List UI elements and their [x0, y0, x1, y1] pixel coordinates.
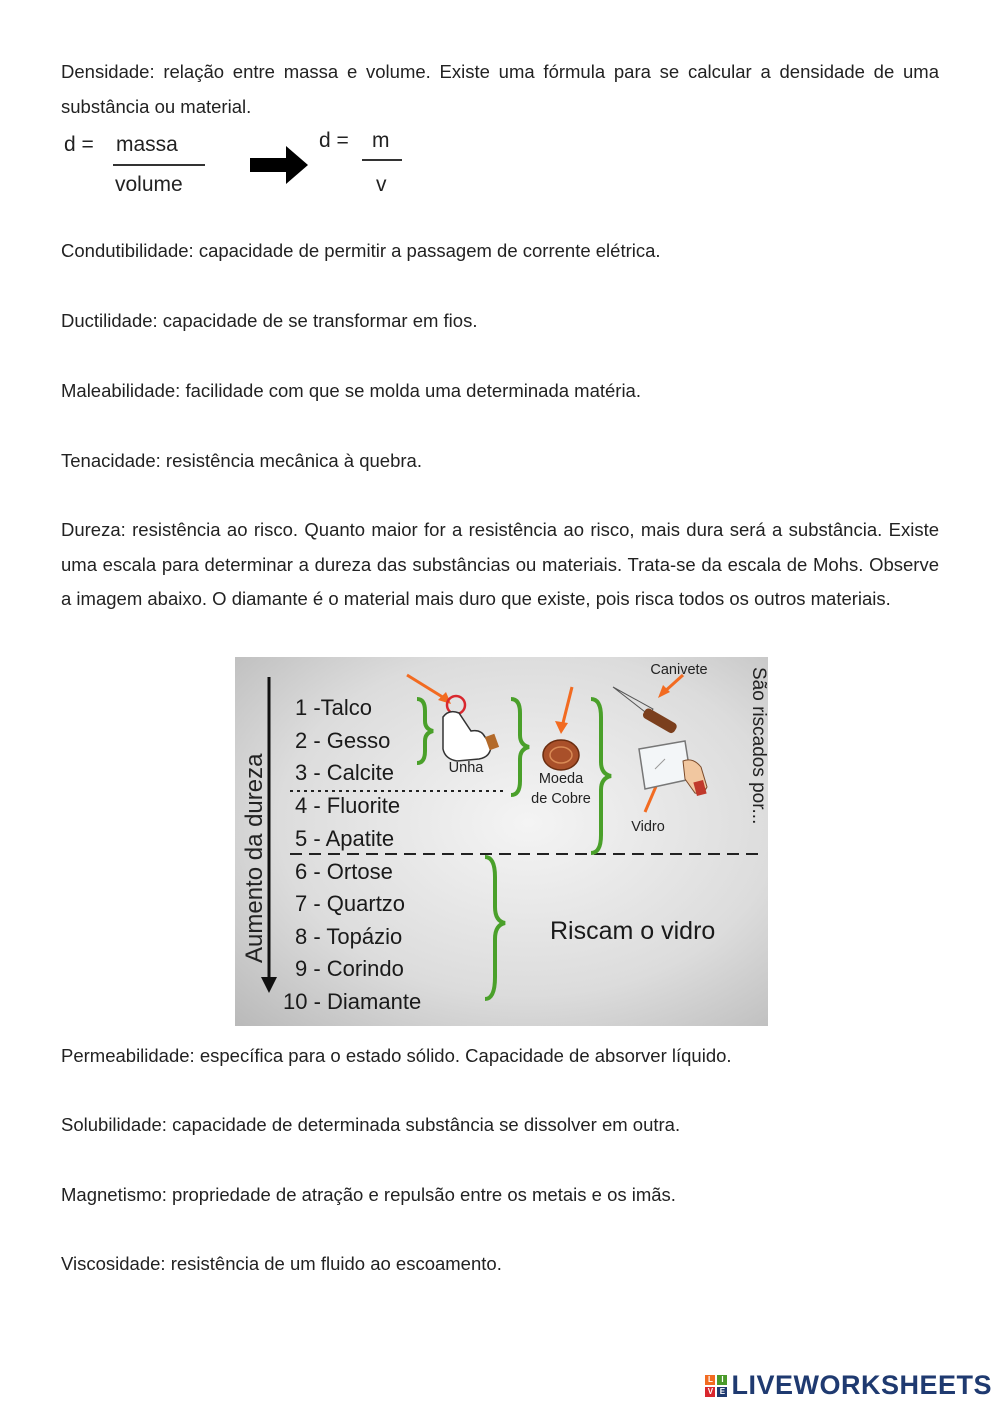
liveworksheets-logo	[705, 1370, 992, 1401]
brace-moeda	[511, 699, 529, 795]
formula-right-denominator: v	[376, 173, 387, 196]
mineral-5-apatite: 5 - Apatite	[295, 826, 395, 851]
logo-letter-e: E	[717, 1387, 727, 1397]
dureza-paragraph: Dureza: resistência ao risco. Quanto maior for a resistência ao risco, mais dura será a substância. Existe uma escala para determinar a dureza das substâncias ou materiais. Trata-se da escala de Mohs. Observe a imagem abaixo. O diamante é o material mais duro que existe, pois risca todos os outros materiais.	[61, 519, 939, 609]
formula-right-numerator: m	[372, 129, 390, 152]
mineral-3-calcite: 3 - Calcite	[295, 760, 395, 785]
hardness-axis-arrowhead	[261, 977, 277, 993]
logo-letter-l: L	[705, 1375, 715, 1385]
label-unha: Unha	[448, 760, 484, 776]
logo-text: LIVEWORKSHEETS	[731, 1370, 992, 1400]
copper-coin-icon	[543, 740, 579, 770]
mohs-scale-figure	[235, 657, 768, 1026]
axis-label-aumento-dureza: Aumento da dureza	[241, 753, 268, 963]
label-riscam-o-vidro: Riscam o vidro	[550, 917, 716, 945]
magnetismo-paragraph: Magnetismo: propriedade de atração e repulsão entre os metais e os imãs.	[61, 1184, 676, 1205]
knife-canivete-icon	[613, 687, 678, 735]
mineral-8-topazio: 8 - Topázio	[295, 924, 403, 949]
brace-vidro	[591, 699, 611, 853]
formula-left-fraction-line	[113, 164, 205, 166]
formula-left-lhs: d =	[64, 133, 94, 156]
formula-left-denominator: volume	[115, 173, 183, 196]
maleabilidade-paragraph: Maleabilidade: facilidade com que se molda uma determinada matéria.	[61, 380, 641, 401]
formula-right-lhs: d =	[319, 129, 349, 152]
condutibilidade-paragraph: Condutibilidade: capacidade de permitir a passagem de corrente elétrica.	[61, 240, 661, 261]
label-vidro: Vidro	[631, 819, 665, 835]
brace-unha	[417, 699, 433, 763]
hand-unha-icon	[443, 712, 499, 761]
logo-mark-icon	[705, 1375, 727, 1397]
solubilidade-paragraph: Solubilidade: capacidade de determinada substância se dissolver em outra.	[61, 1114, 681, 1135]
label-canivete: Canivete	[650, 662, 708, 678]
formula-left-numerator: massa	[116, 133, 178, 156]
viscosidade-paragraph: Viscosidade: resistência de um fluido ao escoamento.	[61, 1253, 502, 1274]
ductilidade-paragraph: Ductilidade: capacidade de se transformar em fios.	[61, 310, 478, 331]
logo-letter-v: V	[705, 1387, 715, 1397]
mineral-1-talco: 1 -Talco	[295, 695, 373, 720]
mineral-2-gesso: 2 - Gesso	[295, 728, 391, 753]
densidade-paragraph: Densidade: relação entre massa e volume. Existe uma fórmula para se calcular a densidade de uma substância ou material.	[61, 61, 939, 117]
arrow-right-icon	[250, 146, 310, 184]
side-label-sao-riscados: São riscados por...	[748, 667, 769, 825]
mineral-6-ortose: 6 - Ortose	[295, 859, 393, 884]
logo-letter-i: I	[717, 1375, 727, 1385]
mineral-9-corindo: 9 - Corindo	[295, 956, 404, 981]
mineral-4-fluorite: 4 - Fluorite	[295, 793, 401, 818]
mineral-10-diamante: 10 - Diamante	[283, 989, 422, 1014]
mineral-7-quartzo: 7 - Quartzo	[295, 891, 406, 916]
formula-right-fraction-line	[362, 159, 402, 161]
tenacidade-paragraph: Tenacidade: resistência mecânica à quebra.	[61, 450, 422, 471]
label-moeda-de-cobre: Moeda de Cobre	[531, 771, 591, 807]
glass-plate-icon	[639, 741, 707, 796]
arrow-to-moeda	[562, 687, 572, 727]
permeabilidade-paragraph: Permeabilidade: específica para o estado sólido. Capacidade de absorver líquido.	[61, 1045, 732, 1066]
brace-riscam	[485, 857, 505, 999]
